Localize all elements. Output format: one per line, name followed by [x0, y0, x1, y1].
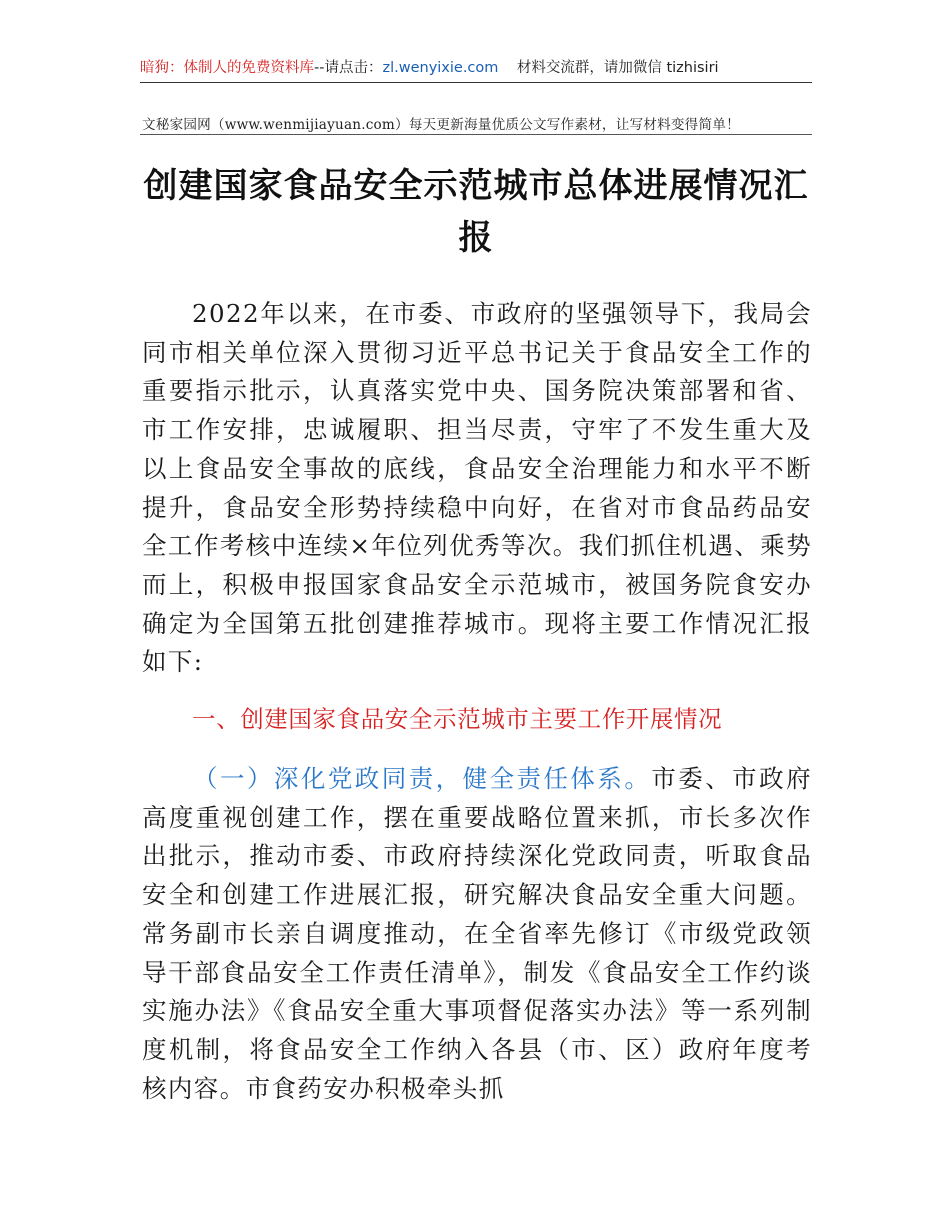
site-notice: 文秘家园网（www.wenmijiayuan.com）每天更新海量优质公文写作素材，让写材料变得简单！: [142, 117, 740, 133]
promo-wechat-group: 材料交流群，请加微信 tizhisiri: [516, 60, 719, 76]
subsection-heading-1: （一）深化党政同责，健全责任体系。: [192, 764, 652, 793]
intro-text: 2022年以来，在市委、市政府的坚强领导下，我局会同市相关单位深入贯彻习近平总书记关于食品安全工作的重要指示批示，认真落实党中央、国务院决策部署和省、市工作安排，忠诚履职、担当尽责，守牢了不发生重大及以上食品安全事故的底线，食品安全治理能力和水平不断提升，食品安全形势持续稳中向好，在省对市食品药品安全工作考核中连续×年位列优秀等次。我们抓住机遇、乘势而上，积极申报国家食品安全示范城市，被国务院食安办确定为全国第五批创建推荐城市。现将主要工作情况汇报如下:: [142, 299, 812, 677]
site-notice-underline: [140, 134, 812, 135]
promo-banner: [140, 56, 812, 82]
promo-dash: --请点击：: [314, 60, 383, 76]
document-title: 创建国家食品安全示范城市总体进展情况汇报: [143, 166, 809, 258]
header-divider: [140, 82, 812, 83]
promo-site-name: 暗狗：体制人的免费资料库: [140, 60, 314, 76]
section-heading-1: 一、创建国家食品安全示范城市主要工作开展情况: [192, 705, 723, 733]
promo-link[interactable]: zl.wenyixie.com: [382, 60, 499, 76]
subsection-paragraph-1: [142, 760, 812, 1108]
intro-paragraph: [142, 295, 812, 682]
subsection-body-1: 市委、市政府高度重视创建工作，摆在重要战略位置来抓，市长多次作出批示，推动市委、市政府持续深化党政同责，听取食品安全和创建工作进展汇报，研究解决食品安全重大问题。常务副市长亲自调度推动，在全省率先修订《市级党政领导干部食品安全工作责任清单》，制发《食品安全工作约谈实施办法》《食品安全重大事项督促落实办法》等一系列制度机制，将食品安全工作纳入各县（市、区）政府年度考核内容。市食药安办积极牵头抓: [142, 764, 812, 1103]
